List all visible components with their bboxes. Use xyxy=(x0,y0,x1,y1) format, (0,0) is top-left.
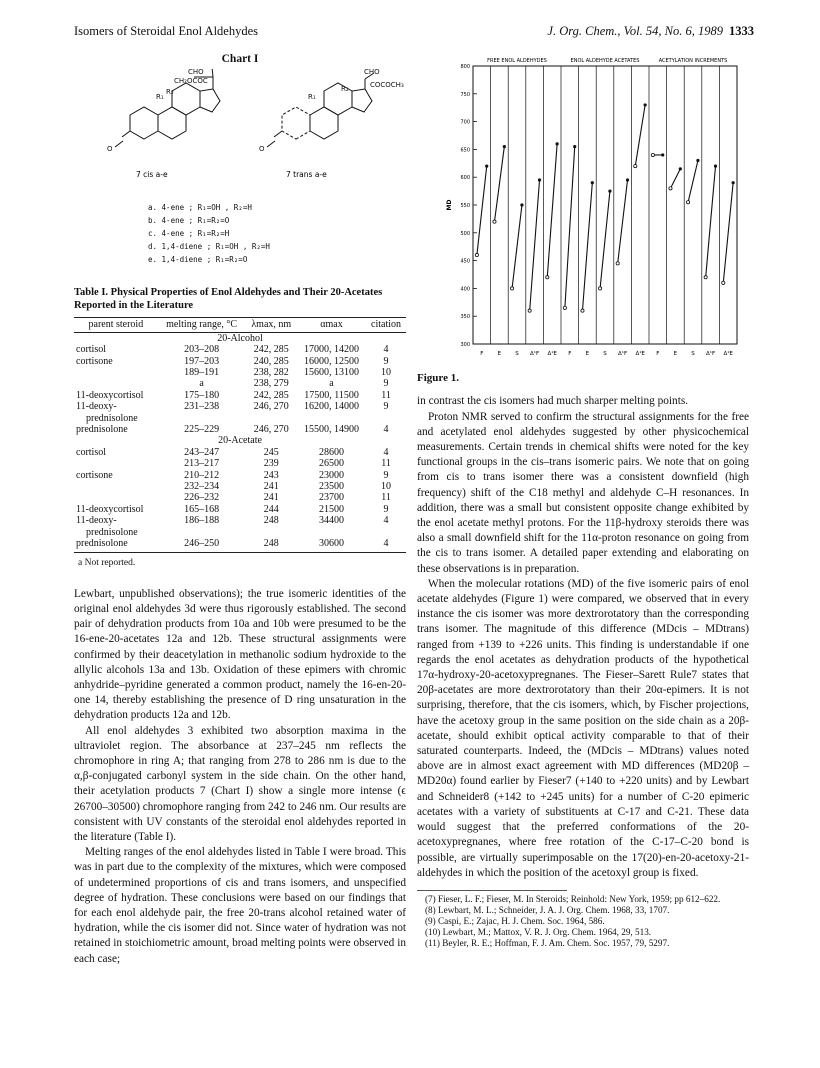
cis-trans-line xyxy=(512,205,522,288)
table-row xyxy=(74,481,406,492)
cis-point xyxy=(634,164,637,167)
reference-item: (10) Lewbart, M.; Mattox, V. R. J. Org. Chem. 1964, 29, 513. xyxy=(425,926,652,937)
properties-table xyxy=(74,317,406,552)
table-cell: 245 xyxy=(263,446,279,458)
figure-1-chart xyxy=(417,52,749,364)
table-cell xyxy=(74,458,158,469)
cis-oxygen-label: O xyxy=(107,145,113,154)
cis-cho-label: CHO xyxy=(188,69,204,77)
cis-trans-line xyxy=(706,166,716,277)
table-cell: cortisone xyxy=(76,355,113,367)
table-cell xyxy=(246,413,297,424)
legend-item-c: c. 4-ene ; R₁=R₂=H xyxy=(148,229,230,238)
group-header-label: FREE ENOL ALDEHYDES xyxy=(487,58,547,64)
cis-point xyxy=(528,309,531,312)
table-cell: 4 xyxy=(366,538,406,552)
table-row xyxy=(74,424,406,435)
table-cell: 11-deoxy- xyxy=(76,515,117,527)
right-column xyxy=(417,52,749,949)
left-column xyxy=(74,52,406,967)
paragraph: in contrast the cis isomers had much sharper melting points. xyxy=(417,395,689,408)
x-tick-label: Δ¹F xyxy=(706,351,716,357)
y-axis-label: MD xyxy=(446,199,453,211)
table-cell: 23500 xyxy=(319,481,345,493)
table-cell: 240, 285 xyxy=(253,355,289,367)
table-cell: 9 xyxy=(383,503,389,515)
table-cell: a xyxy=(199,378,204,390)
table-cell xyxy=(74,481,158,492)
table-cell: 246–250 xyxy=(158,538,246,552)
trans-point xyxy=(520,203,523,206)
table-cell xyxy=(366,527,406,538)
cis-point xyxy=(669,187,672,190)
trans-point xyxy=(485,164,488,167)
table-cell: 210–212 xyxy=(184,469,220,481)
table-cell: 16000, 12500 xyxy=(304,355,360,367)
trans-point xyxy=(732,181,735,184)
cis-point xyxy=(563,306,566,309)
x-tick-label: S xyxy=(603,351,607,357)
cis-trans-line xyxy=(670,169,680,188)
y-tick-label: 450 xyxy=(460,258,470,265)
x-tick-label: E xyxy=(673,351,678,357)
table-row xyxy=(74,447,406,458)
trans-r2-label: R₂ xyxy=(341,85,349,94)
paragraph: Lewbart, unpublished observations); the true isomeric identities of the original enol aldehydes 3d were thus rigorously established. The second pair of dehydration products from 10a and 10b were presumed to be the 16-ene-20-acetates 12a and 12b. These structural assignments were confirmed by their deacetylation in methanolic sodium hydroxide to the allylic alcohols 13a and 13b. Oxidation of these epimers with chromic anhydride–pyridine generated a common product, namely the 16-en-20-one 14, thereby establishing the presence of D ring unsaturation in the dehydration products 12a and 12b. xyxy=(74,587,406,722)
table-cell xyxy=(74,492,158,503)
page-number: 1333 xyxy=(729,24,754,38)
cis-point xyxy=(475,253,478,256)
references xyxy=(417,894,749,949)
table-cell: 11-deoxy- xyxy=(76,401,117,413)
substituent-legend xyxy=(148,202,406,266)
x-tick-label: E xyxy=(585,351,590,357)
table-cell: 9 xyxy=(383,469,389,481)
cis-r1-label: R₁ xyxy=(156,93,164,102)
table-cell: 11-deoxycortisol xyxy=(76,503,144,515)
trans-steroid-skeleton xyxy=(267,73,374,147)
x-tick-label: Δ¹E xyxy=(723,351,733,357)
table-cell: 11 xyxy=(381,492,391,504)
group-header-label: ENOL ALDEHYDE ACETATES xyxy=(570,58,640,64)
table-section-row xyxy=(74,332,406,344)
cis-trans-line xyxy=(723,183,733,283)
cis-r2-label: R₂ xyxy=(166,88,174,97)
table-cell: 242, 285 xyxy=(253,389,289,401)
paragraph: When the molecular rotations (MD) of the five isomeric pairs of enol acetate aldehydes (Figure 1) were compared, we observed that in every instance the cis isomer was more dextrorotatory than the corresponding trans isomer. The magnitude of this difference (MDcis – MDtrans) ranged from +139 to +226 units. This finding is understandable if one regards the enol acetates as dehydration products of the hypothetical 17α-hydroxy-20-acetoxypregnanes. The Fieser–Sarett Rule7 states that 20β-acetates are more dextrorotatory than their 20α-epimers. It is not surprising, therefore, that the cis isomers, which, by Fischer projections, have the acetoxy group in the same position on the side chain as a 20β-acetate, should exhibit optical activity comparable to that of their saturated counterparts. Indeed, the (MDcis – MDtrans) values noted above are in almost exact agreement with MD differences (MD20β – MD20α) found earlier by Fieser7 (+140 to +220 units) and by Lewbart and Schneider8 (+142 to +245 units) for a number of C-20 epimeric acetates with a variety of substituents at C-17 and C-21. These data would suggest that the preferred conformations of the 20-acetoxypregnanes, where free rotation of the C-17–C-20 bond is possible, are virtually superimposable on the 17(20)-en-20-acetoxy-21-aldehydes in which the position of the acetoxyl group is fixed. xyxy=(417,577,749,879)
table-cell: 10 xyxy=(381,367,392,379)
table-row xyxy=(74,470,406,481)
table-cell: 26500 xyxy=(319,458,345,470)
cis-point xyxy=(704,276,707,279)
references-divider xyxy=(417,890,567,891)
y-tick-label: 700 xyxy=(460,119,470,126)
table-cell: prednisolone xyxy=(76,424,128,436)
table-caption: Table I. Physical Properties of Enol Aldehydes and Their 20-Acetates Reported in the Literature xyxy=(74,287,383,312)
table-cell xyxy=(74,367,158,378)
x-tick-label: Δ¹E xyxy=(635,351,645,357)
table-cell: prednisolone xyxy=(76,412,138,424)
trans-point xyxy=(573,145,576,148)
cis-trans-line xyxy=(530,180,540,311)
paragraph: Proton NMR served to confirm the structural assignments for the free and acetylated enol aldehydes suggested by other physicochemical measurements. Certain trends in chemical shifts were noted for the key functional groups in the cis–trans isomeric pairs. We note that on going from cis to trans isomer there was a consistent downfield (high frequency) shift of the C18 methyl and aldehyde C–H resonances. In addition, there was a small but consistent opposite change exhibited by the enol acetate methyl protons. For the 11β-hydroxy steroids there was also a small downfield shift for the 11α-proton resonance on going from the cis to trans isomer. A detailed paper extending and elaborating on these observations is in preparation. xyxy=(417,410,749,575)
table-cell xyxy=(246,527,297,538)
table-cell: 30600 xyxy=(297,538,366,552)
table-cell: 9 xyxy=(383,355,389,367)
cis-trans-line xyxy=(582,183,592,311)
cis-trans-line xyxy=(547,144,557,277)
table-cell: 175–180 xyxy=(184,389,220,401)
trans-point xyxy=(661,153,664,156)
trans-point xyxy=(538,178,541,181)
x-tick-label: S xyxy=(515,351,519,357)
y-tick-label: 750 xyxy=(460,91,470,98)
cis-compound-label: 7 cis a-e xyxy=(136,170,168,180)
table-cell: 213–217 xyxy=(184,458,220,470)
trans-point xyxy=(714,164,717,167)
table-row xyxy=(74,367,406,378)
table-cell: 165–168 xyxy=(184,503,220,515)
table-cell xyxy=(297,413,366,424)
table-row xyxy=(74,378,406,389)
cis-trans-line xyxy=(635,105,645,166)
x-tick-label: F xyxy=(568,351,572,357)
table-cell: 11 xyxy=(381,389,391,401)
running-header: Isomers of Steroidal Enol Aldehydes xyxy=(74,24,258,38)
y-tick-label: 800 xyxy=(460,64,470,70)
cis-ch2ococ-label: CH₂OCOC xyxy=(174,77,208,86)
table-cell: 248 xyxy=(263,515,279,527)
col-header-parent: parent steroid xyxy=(74,318,158,332)
table-cell: 248 xyxy=(246,538,297,552)
table-section-title: 20-Acetate xyxy=(218,435,262,447)
reference-item: (9) Caspi, E.; Zajac, H. J. Chem. Soc. 1964, 586. xyxy=(425,915,605,926)
trans-point xyxy=(591,181,594,184)
table-cell: 243 xyxy=(263,469,279,481)
table-cell xyxy=(158,413,246,424)
table-cell: 246, 270 xyxy=(253,401,289,413)
table-cell: 226–232 xyxy=(184,492,220,504)
col-header-citation: citation xyxy=(366,318,406,332)
left-body-text xyxy=(74,587,406,967)
figure-caption: Figure 1. xyxy=(417,372,459,385)
table-cell: 10 xyxy=(381,481,392,493)
journal-name: J. Org. Chem., Vol. 54, No. 6, 1989 xyxy=(547,24,723,38)
reference-item: (8) Lewbart, M. L.; Schneider, J. A. J. Org. Chem. 1968, 33, 1707. xyxy=(425,904,670,915)
table-cell: 241 xyxy=(263,481,279,493)
x-tick-label: F xyxy=(656,351,660,357)
cis-point xyxy=(598,287,601,290)
table-cell: 15600, 13100 xyxy=(304,367,360,379)
table-cell: 225–229 xyxy=(184,424,220,436)
cis-point xyxy=(651,153,654,156)
trans-point xyxy=(503,145,506,148)
table-cell: 241 xyxy=(263,492,279,504)
group-header-label: ACETYLATION INCREMENTS xyxy=(658,58,728,64)
right-body-text xyxy=(417,394,749,881)
x-tick-label: Δ¹E xyxy=(547,351,557,357)
y-tick-label: 650 xyxy=(460,147,470,154)
table-section-title: 20-Alcohol xyxy=(217,332,263,344)
table-cell: 11 xyxy=(381,458,391,470)
table-cell: 231–238 xyxy=(184,401,220,413)
table-cell: 232–234 xyxy=(184,481,220,493)
trans-oxygen-label: O xyxy=(259,145,265,154)
table-cell: 9 xyxy=(383,378,389,390)
cis-trans-line xyxy=(565,147,575,308)
cis-point xyxy=(510,287,513,290)
table-cell xyxy=(366,413,406,424)
table-cell: prednisolone xyxy=(76,526,138,538)
cis-point xyxy=(581,309,584,312)
table-cell: 23000 xyxy=(319,469,345,481)
table-cell: 9 xyxy=(383,401,389,413)
chart-one-title: Chart I xyxy=(221,53,259,65)
col-header-alpha: αmax xyxy=(297,318,366,332)
x-tick-label: S xyxy=(691,351,695,357)
cis-trans-line xyxy=(618,180,628,263)
trans-point xyxy=(644,103,647,106)
table-footnote: a Not reported. xyxy=(78,557,136,568)
table-cell: 242, 285 xyxy=(253,344,289,356)
y-tick-label: 300 xyxy=(460,342,470,348)
cis-point xyxy=(686,201,689,204)
cis-trans-line xyxy=(477,166,487,255)
chart-one-structures xyxy=(74,69,406,181)
table-cell: 4 xyxy=(383,446,389,458)
table-cell xyxy=(158,527,246,538)
table-row xyxy=(74,492,406,503)
reference-item: (11) Beyler, R. E.; Hoffman, F. J. Am. Chem. Soc. 1957, 79, 5297. xyxy=(425,937,670,948)
legend-item-a: a. 4-ene ; R₁=OH , R₂=H xyxy=(148,203,252,213)
cis-trans-line xyxy=(494,147,504,222)
table-cell: 23700 xyxy=(319,492,345,504)
table-body xyxy=(74,332,406,552)
table-cell: prednisolone xyxy=(74,538,158,552)
table-cell: 4 xyxy=(383,515,389,527)
col-header-melting: melting range, °C xyxy=(158,318,246,332)
y-tick-label: 400 xyxy=(460,286,470,293)
table-cell: a xyxy=(329,378,334,390)
table-cell: 246, 270 xyxy=(253,424,289,436)
journal-citation xyxy=(547,24,754,39)
table-row xyxy=(74,413,406,424)
table-cell: 15500, 14900 xyxy=(304,424,360,436)
table-row xyxy=(74,538,406,552)
trans-cococh3-label: COCOCH₃ xyxy=(370,81,404,90)
table-row xyxy=(74,458,406,469)
legend-item-e: e. 1,4-diene ; R₁=R₂=O xyxy=(148,254,248,264)
table-cell: 34400 xyxy=(319,515,345,527)
table-cell: 11-deoxycortisol xyxy=(76,389,144,401)
col-header-lambda: λmax, nm xyxy=(246,318,297,332)
table-cell: 238, 279 xyxy=(253,378,289,390)
table-cell xyxy=(74,378,158,389)
cis-trans-line xyxy=(688,161,698,203)
cis-point xyxy=(722,281,725,284)
trans-compound-label: 7 trans a-e xyxy=(286,170,327,180)
table-cell: 28600 xyxy=(319,446,345,458)
table-cell: cortisol xyxy=(76,446,106,458)
plot-frame xyxy=(473,66,737,344)
trans-point xyxy=(556,142,559,145)
table-cell: cortisol xyxy=(76,344,106,356)
trans-point xyxy=(608,190,611,193)
trans-r1-label: R₁ xyxy=(308,93,316,102)
x-tick-label: E xyxy=(497,351,502,357)
table-row xyxy=(74,344,406,355)
table-cell: cortisone xyxy=(76,469,113,481)
trans-point xyxy=(696,159,699,162)
table-cell: 244 xyxy=(263,503,279,515)
reference-item: (7) Fieser, L. F.; Fieser, M. In Steroids; Reinhold: New York, 1959; pp 612–622. xyxy=(425,893,721,904)
table-row xyxy=(74,390,406,401)
x-tick-label: Δ¹F xyxy=(618,351,628,357)
cis-point xyxy=(616,262,619,265)
table-cell xyxy=(297,527,366,538)
legend-item-b: b. 4-ene ; R₁=R₂=O xyxy=(148,216,230,226)
paragraph: Melting ranges of the enol aldehydes listed in Table I were broad. This was in part due to the complexity of the mixtures, which were composed of undetermined proportions of cis and trans isomers, and unspecified degree of hydration. These conclusions were based on our findings that for each enol aldehyde pair, the free 20-trans alcohol retained water of hydration, while the cis isomer did not. Since water of hydration was not retained in stoichiometric amount, broad melting points were observed in each case; xyxy=(74,846,406,965)
table-cell: 239 xyxy=(263,458,279,470)
cis-point xyxy=(493,220,496,223)
legend-item-d: d. 1,4-diene ; R₁=OH , R₂=H xyxy=(148,241,270,251)
table-cell: 189–191 xyxy=(184,367,220,379)
y-tick-label: 600 xyxy=(460,175,470,182)
table-row xyxy=(74,356,406,367)
table-cell: 186–188 xyxy=(184,515,220,527)
table-cell: 16200, 14000 xyxy=(304,401,360,413)
table-row xyxy=(74,515,406,526)
table-row xyxy=(74,504,406,515)
table-cell: 197–203 xyxy=(184,355,220,367)
cis-point xyxy=(546,276,549,279)
trans-point xyxy=(626,178,629,181)
paragraph: All enol aldehydes 3 exhibited two absorption maxima in the ultraviolet region. The absorbance at 237–245 nm reflects the chromophore in ring A; that ranging from 278 to 286 nm is due to the α,β-conjugated carbonyl system in the side chain. On the other hand, their acetylation products 7 (Chart I) show a single more intense (ϵ 26700–30500) chromophore ranging from 242 to 246 nm. Our results are consistent with UV constants of the steroidal enol aldehydes reported in the literature (Table I). xyxy=(74,724,406,843)
y-tick-label: 500 xyxy=(460,230,470,237)
x-tick-label: F xyxy=(480,351,484,357)
x-tick-label: Δ¹F xyxy=(530,351,540,357)
table-cell: 4 xyxy=(383,344,389,356)
cis-trans-line xyxy=(600,191,610,288)
table-section-row xyxy=(74,435,406,446)
trans-cho-label: CHO xyxy=(364,69,380,77)
y-tick-label: 350 xyxy=(460,314,470,321)
table-cell: 17000, 14200 xyxy=(304,344,360,356)
table-cell: 203–208 xyxy=(184,344,220,356)
y-tick-label: 550 xyxy=(460,203,470,209)
table-cell: 17500, 11500 xyxy=(304,389,359,401)
trans-point xyxy=(679,167,682,170)
table-cell: 21500 xyxy=(319,503,345,515)
table-row xyxy=(74,401,406,412)
table-cell: 4 xyxy=(383,424,389,436)
table-row xyxy=(74,527,406,538)
table-cell: 238, 282 xyxy=(253,367,289,379)
table-cell: 243–247 xyxy=(184,446,220,458)
